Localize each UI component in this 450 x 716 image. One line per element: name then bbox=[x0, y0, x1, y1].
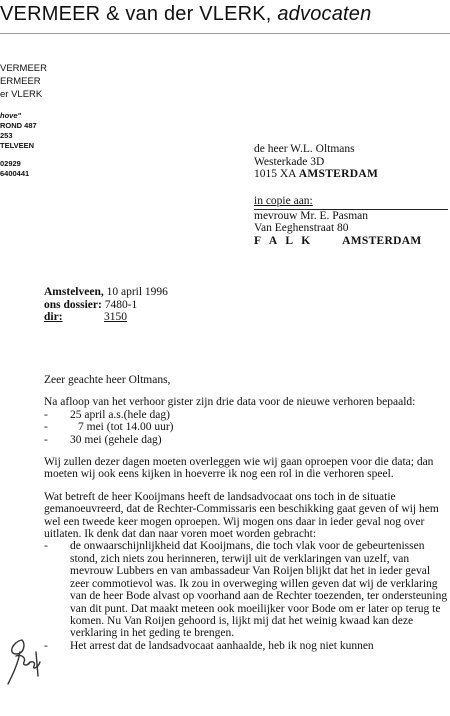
paragraph: Wat betreft de heer Kooijmans heeft de landsadvocaat ons toch in de situatie gemanoeuvreerd, dat de Rechter-Commissaris een beschikking gaat geven of wij hem wel een tweede keer mogen oproepen. Wij mogen ons daar in ieder geval nog over uitlaten. Ik denk dat dan naar voren moet worden gebracht: bbox=[44, 490, 439, 541]
copy-to-name: mevrouw Mr. E. Pasman bbox=[254, 209, 369, 222]
date-list bbox=[44, 409, 450, 446]
copy-to-block bbox=[254, 195, 448, 247]
letterhead bbox=[0, 3, 371, 26]
date-line bbox=[44, 286, 168, 299]
addressee-name: de heer W.L. Oltmans bbox=[254, 143, 355, 155]
dossier-label: ons dossier: bbox=[44, 298, 102, 311]
list-item: - 25 april a.s.(hele dag) bbox=[44, 408, 170, 421]
office-address bbox=[0, 111, 70, 151]
salutation: Zeer geachte heer Oltmans, bbox=[44, 374, 171, 386]
list-item-text: 30 mei (gehele dag) bbox=[70, 433, 162, 446]
office-phones bbox=[0, 159, 70, 179]
office-line: TELVEEN bbox=[0, 141, 35, 150]
handwritten-annotation-icon bbox=[2, 632, 42, 692]
list-item: - 7 mei (tot 14.00 uur) bbox=[44, 421, 174, 434]
list-item-text: 7 mei (tot 14.00 uur) bbox=[78, 421, 174, 434]
date: 10 april 1996 bbox=[106, 286, 168, 298]
dir-line bbox=[44, 311, 168, 324]
partner-name: VERMEER bbox=[0, 63, 47, 74]
list-item-text: 25 april a.s.(hele dag) bbox=[70, 408, 170, 421]
addressee-postal: 1015 XA bbox=[254, 168, 296, 180]
office-line: ROND 487 bbox=[0, 121, 37, 130]
paragraph: Wij zullen dezer dagen moeten overleggen wie wij gaan oproepen voor die data; dan moeten wij ook eens kijken in hoeverre ik nog een rol in die verhoren speel. bbox=[44, 456, 434, 481]
list-item-text: de onwaarschijnlijkheid dat Kooijmans, die toch vlak voor de gebeurtenissen stond, zich niets zou herinneren, terwijl uit de verklaringen van uzelf, van mevrouw Lubbers en van ambassadeur Van Roijen blijkt dat het in ieder geval zeer commotievol was. Ik zou in overweging willen geven dat wij de verklaring van de heer Bode alvast op voorhand aan de Rechter toezenden, ter ondersteuning van dit punt. Dat maakt meteen ook moeilijker voor Bode om er later op terug te komen. Nu Van Roijen gehoord is, lijkt mij dat het weinig kwaad kan deze verklaring in het geding te brengen. bbox=[70, 540, 448, 640]
sidebar-partners bbox=[0, 62, 70, 179]
list-item: - de onwaarschijnlijkheid dat Kooijmans, die toch vlak voor de gebeurtenissen stond, zich niets zou herinneren, terwijl uit de verklaringen van uzelf, van mevrouw Lubbers en van ambassadeur Van Roijen blijkt dat het in ieder geval zeer commotievol was. Ik zou in overweging willen geven dat wij de verklaring van de heer Bode alvast op voorhand aan de Rechter toezenden, ter ondersteuning van dit punt. Dat maakt meteen ook moeilijker voor Bode om er later op terug te komen. Nu Van Roijen gehoord is, lijkt mij dat het weinig kwaad kan deze verklaring in het geding te brengen. bbox=[44, 540, 448, 640]
dossier-value: 7480-1 bbox=[104, 298, 138, 311]
addressee-city: AMSTERDAM bbox=[298, 168, 379, 180]
office-line: 253 bbox=[0, 131, 13, 140]
addressee-block bbox=[254, 143, 378, 181]
dir-label: dir: bbox=[44, 311, 63, 323]
partner-name: er VLERK bbox=[0, 89, 43, 100]
reference-block bbox=[44, 286, 168, 324]
addressee-postal-city bbox=[254, 168, 378, 181]
paragraph: Na afloop van het verhoor gister zijn drie data voor de nieuwe verhoren bepaald: bbox=[44, 396, 416, 409]
letter-body bbox=[44, 374, 450, 652]
addressee-street: Westerkade 3D bbox=[254, 155, 325, 168]
dir-value: 3150 bbox=[104, 311, 127, 323]
office-line: hove" bbox=[0, 111, 22, 120]
copy-to-firm: F A L K bbox=[254, 234, 314, 247]
copy-to-label: in copie aan: bbox=[254, 195, 448, 210]
copy-to-firm-city bbox=[254, 235, 448, 248]
firm-name: VERMEER & van der VLERK, bbox=[0, 3, 272, 25]
phone-line: 02929 bbox=[0, 159, 21, 168]
phone-line: 6400441 bbox=[0, 169, 30, 178]
list-item: - 30 mei (gehele dag) bbox=[44, 433, 162, 446]
list-item: - Het arrest dat de landsadvocaat aanhaalde, heb ik nog niet kunnen bbox=[44, 639, 374, 652]
letterhead-rule bbox=[0, 33, 450, 34]
partner-name: ERMEER bbox=[0, 76, 41, 87]
copy-to-city: AMSTERDAM bbox=[342, 234, 422, 247]
dossier-line bbox=[44, 299, 168, 312]
firm-suffix: advocaten bbox=[277, 3, 372, 25]
list-item-text: Het arrest dat de landsadvocaat aanhaalde, heb ik nog niet kunnen bbox=[70, 639, 374, 652]
place: Amstelveen, bbox=[44, 286, 104, 298]
copy-to-street: Van Eeghenstraat 80 bbox=[254, 222, 349, 234]
